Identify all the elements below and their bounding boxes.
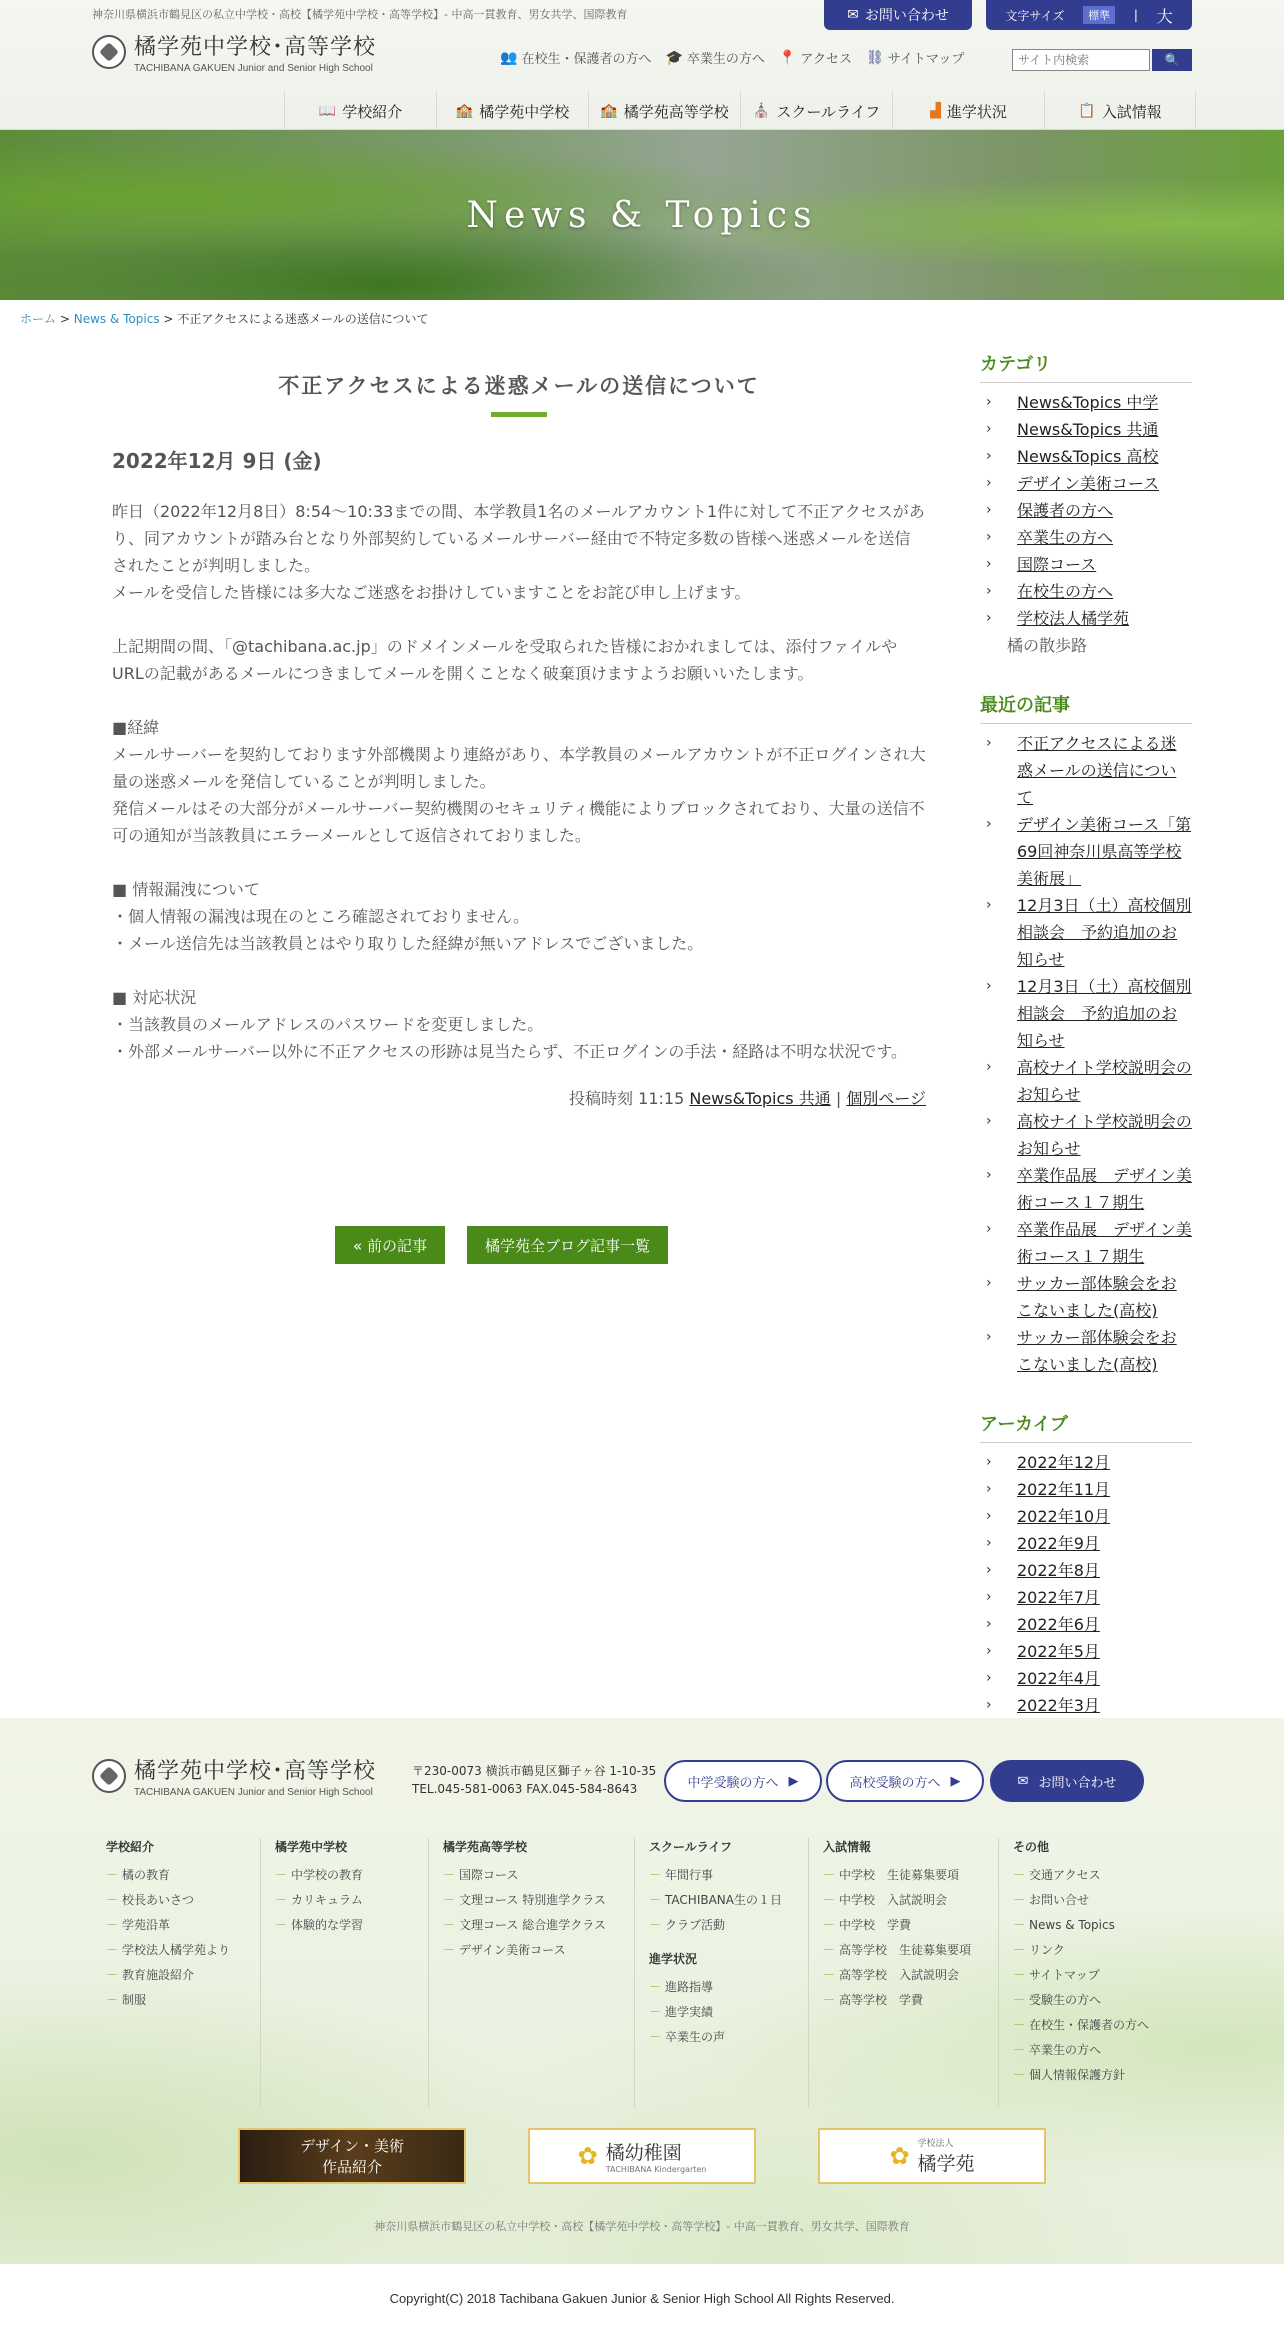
contact-button[interactable] (824, 0, 972, 30)
chevron-right-icon: › (986, 1643, 992, 1659)
clipboard-icon: 📋 (1078, 103, 1096, 119)
footer-link[interactable]: － 国際コース (443, 1863, 620, 1888)
footer-link[interactable]: － 卒業生の方へ (1013, 2038, 1152, 2063)
article-date: 2022年12月 9日 (金) (112, 449, 322, 473)
nav-item-career[interactable]: ▟ 進学状況 (892, 92, 1044, 130)
footer-column: 学校紹介 － 橘の教育 － 校長あいさつ － 学苑沿革 － 学校法人橘学苑より － 教育施設紹介 － 制服 (92, 1838, 260, 2108)
footer-link[interactable]: － 高等学校 入試説明会 (823, 1963, 984, 1988)
chevron-right-icon: › (986, 421, 992, 437)
chevron-right-icon: › (986, 1221, 992, 1237)
footer-column: スクールライフ － 年間行事 － TACHIBANA生の１日 － クラブ活動 進学状況 － 進路指導 － 進学実績 － 卒業生の声 (634, 1838, 808, 2108)
footer-link[interactable]: － 進路指導 (649, 1975, 794, 2000)
posted-time: 投稿時刻 11:15 (569, 1089, 685, 1108)
footer-column: 橘学苑中学校 － 中学校の教育 － カリキュラム － 体験的な学習 (260, 1838, 428, 2108)
category-item[interactable]: › 在校生の方へ (980, 578, 1192, 605)
chevron-right-icon: › (986, 583, 992, 599)
footer-logo-en: TACHIBANA GAKUEN Junior and Senior High School (134, 1787, 373, 1798)
chevron-right-icon: › (986, 897, 992, 913)
archive-item[interactable]: › 2022年4月 (980, 1665, 1192, 1692)
footer-link[interactable]: － 制服 (106, 1988, 246, 2013)
breadcrumb-section-link[interactable]: News & Topics (73, 312, 160, 326)
util-link-access[interactable]: 📍 アクセス (778, 49, 852, 67)
breadcrumb: ホーム > News & Topics > 不正アクセスによる迷惑メールの送信について (20, 312, 429, 326)
footer-link[interactable]: － クラブ活動 (649, 1913, 794, 1938)
article-meta: 投稿時刻 11:15 News&Topics 共通 | 個別ページ (569, 1089, 926, 1108)
footer-link[interactable]: － 年間行事 (649, 1863, 794, 1888)
footer-link[interactable]: － 中学校 生徒募集要項 (823, 1863, 984, 1888)
footer-link[interactable]: － 高等学校 学費 (823, 1988, 984, 2013)
chevron-right-icon: › (986, 610, 992, 626)
prev-article-button[interactable]: « 前の記事 (335, 1226, 445, 1264)
school-building-icon: 🏫 (600, 103, 618, 119)
footer-link[interactable]: － TACHIBANA生の１日 (649, 1888, 794, 1913)
nav-item-about[interactable]: 📖 学校紹介 (284, 92, 436, 130)
archive-item[interactable]: › 2022年6月 (980, 1611, 1192, 1638)
footer-column: 入試情報 － 中学校 生徒募集要項 － 中学校 入試説明会 － 中学校 学費 － 高等学校 生徒募集要項 － 高等学校 入試説明会 － 高等学校 学費 (808, 1838, 998, 2108)
book-icon: 📖 (318, 103, 337, 119)
category-item[interactable]: › 卒業生の方へ (980, 524, 1192, 551)
article-paragraph: ■ 情報漏洩について ・個人情報の漏洩は現在のところ確認されておりません。 ・メール送信先は当該教員とはやり取りした経緯が無いアドレスでございました。 (112, 880, 704, 953)
article (112, 370, 926, 1109)
all-blog-posts-button[interactable]: 橘学苑全ブログ記事一覧 (467, 1226, 668, 1264)
nav-item-admissions[interactable]: 📋 入試情報 (1044, 92, 1196, 130)
recent-post-item[interactable]: › 卒業作品展 デザイン美術コース１７期生 (980, 1216, 1192, 1270)
hero-banner (0, 130, 1284, 300)
mail-icon: ✉ (1017, 1773, 1029, 1789)
categories-heading: カテゴリ (980, 350, 1192, 383)
footer-link[interactable]: － 卒業生の声 (649, 2025, 794, 2050)
nav-item-senior-high[interactable]: 🏫 橘学苑高等学校 (588, 92, 740, 130)
category-item[interactable]: › News&Topics 共通 (980, 416, 1192, 443)
footer-link[interactable]: － 学苑沿革 (106, 1913, 246, 1938)
footer-link[interactable]: － 中学校 入試説明会 (823, 1888, 984, 1913)
font-size-standard-button[interactable]: 標準 (1083, 6, 1115, 24)
category-item[interactable]: › デザイン美術コース (980, 470, 1192, 497)
archive-heading: アーカイブ (980, 1410, 1192, 1443)
footer-logo[interactable] (92, 1754, 376, 1798)
search-button[interactable] (1152, 49, 1192, 71)
category-item[interactable]: › News&Topics 中学 (980, 389, 1192, 416)
footer-contact-button[interactable]: ✉ お問い合わせ (990, 1760, 1144, 1802)
footer-link[interactable]: － デザイン美術コース (443, 1938, 620, 1963)
tachibana-flower-icon: ✿ (889, 2142, 910, 2170)
archive-item[interactable]: › 2022年7月 (980, 1584, 1192, 1611)
users-icon: 👥 (500, 49, 518, 66)
footer-link[interactable]: － 文理コース 特別進学クラス (443, 1888, 620, 1913)
chevron-right-icon: › (986, 735, 992, 751)
footer-link[interactable]: － お問い合せ (1013, 1888, 1152, 1913)
footer-address: 〒230-0073 横浜市鶴見区獅子ヶ谷 1-10-35 TEL.045-581-0063 FAX.045-584-8643 (412, 1764, 657, 1796)
footer-link[interactable]: － 個人情報保護方針 (1013, 2063, 1152, 2088)
breadcrumb-current: 不正アクセスによる迷惑メールの送信について (177, 312, 429, 326)
footer-link[interactable]: － 教育施設紹介 (106, 1963, 246, 1988)
article-paragraph: ■経緯 メールサーバーを契約しております外部機関より連絡があり、本学教員のメールアカウントが不正ログインされ大量の迷惑メールを発信していることが判明しました。 発信メールはその大部分がメールサーバー契約機関のセキュリティ機能によりブロックされており、大量の送信不可の通知が当該教員にエラーメールとして返信されておりました。 (112, 718, 926, 845)
archive-item[interactable]: › 2022年9月 (980, 1530, 1192, 1557)
nav-item-school-life[interactable]: ⛪ スクールライフ (740, 92, 892, 130)
utility-nav (500, 48, 964, 67)
nav-item-junior-high[interactable]: 🏫 橘学苑中学校 (436, 92, 588, 130)
recent-post-item[interactable]: › サッカー部体験会をおこないました(高校) (980, 1324, 1192, 1378)
chevron-right-icon: › (986, 502, 992, 518)
util-link-students-parents[interactable]: 👥 在校生・保護者の方へ (500, 49, 652, 67)
recent-post-item[interactable]: › デザイン美術コース「第69回神奈川県高等学校美術展」 (980, 811, 1192, 892)
footer-sitemap (92, 1838, 1166, 2108)
chevron-right-icon: › (986, 1329, 992, 1345)
caret-right-icon: ▶ (950, 1773, 961, 1789)
chevron-right-icon: › (986, 1481, 992, 1497)
footer-column: その他 － 交通アクセス － お問い合せ － News & Topics － リンク － サイトマップ － 受験生の方へ － 在校生・保護者の方へ － 卒業生の方へ － 個人情報保護方針 (998, 1838, 1166, 2108)
recent-post-item[interactable]: › 卒業作品展 デザイン美術コース１７期生 (980, 1162, 1192, 1216)
graduation-cap-icon: 🎓 (665, 49, 683, 66)
footer-link[interactable]: － 中学校 学費 (823, 1913, 984, 1938)
font-size-switcher (986, 0, 1192, 30)
font-size-label: 文字サイズ (1005, 8, 1065, 23)
chevron-right-icon: › (986, 1697, 992, 1713)
archive-list (980, 1449, 1192, 1719)
main-nav (284, 92, 1196, 130)
recent-post-item[interactable]: › サッカー部体験会をおこないました(高校) (980, 1270, 1192, 1324)
chevron-right-icon: › (986, 978, 992, 994)
hero-title: News & Topics (466, 194, 818, 236)
chevron-right-icon: › (986, 1167, 992, 1183)
footer-link[interactable]: － 進学実績 (649, 2000, 794, 2025)
mail-icon: ✉ (847, 7, 859, 23)
chevron-right-icon: › (986, 1454, 992, 1470)
archive-item[interactable]: › 2022年5月 (980, 1638, 1192, 1665)
campus-icon: ⛪ (752, 103, 771, 119)
footer-link[interactable]: － 文理コース 総合進学クラス (443, 1913, 620, 1938)
site-footer (0, 1718, 1284, 2264)
recent-post-item[interactable]: › 不正アクセスによる迷惑メールの送信について (980, 730, 1192, 811)
category-item[interactable]: › 保護者の方へ (980, 497, 1192, 524)
footer-logo-jp: 橘学苑中学校･高等学校 (134, 1759, 377, 1784)
chevron-right-icon: › (986, 1670, 992, 1686)
archive-item[interactable]: › 2022年11月 (980, 1476, 1192, 1503)
archive-item[interactable]: › 2022年10月 (980, 1503, 1192, 1530)
article-paragraph: ■ 対応状況 ・当該教員のメールアドレスのパスワードを変更しました。 ・外部メールサーバー以外に不正アクセスの形跡は見当たらず、不正ログインの手法・経路は不明な状況です。 (112, 988, 908, 1061)
senior-applicants-button[interactable]: 高校受験の方へ ▶ (826, 1760, 984, 1802)
font-size-large-button[interactable]: 大 (1156, 6, 1173, 26)
chevron-right-icon: › (986, 1059, 992, 1075)
chevron-right-icon: › (986, 448, 992, 464)
sidebar (980, 350, 1192, 1751)
footer-link[interactable]: － サイトマップ (1013, 1963, 1152, 1988)
article-title: 不正アクセスによる迷惑メールの送信について (278, 374, 760, 398)
chevron-right-icon: › (986, 1589, 992, 1605)
article-permalink[interactable]: 個別ページ (846, 1089, 926, 1108)
footer-link[interactable]: － 橘の教育 (106, 1863, 246, 1888)
util-link-sitemap[interactable]: ⛓ サイトマップ (865, 49, 965, 67)
article-pager (335, 1226, 668, 1264)
design-art-works-banner[interactable]: デザイン・美術 作品紹介 (238, 2128, 466, 2184)
footer-link[interactable]: － 体験的な学習 (275, 1913, 414, 1938)
recent-post-item[interactable]: › 12月3日（土）高校個別相談会 予約追加のお知らせ (980, 973, 1192, 1054)
category-list (980, 389, 1192, 659)
logo-name-jp: 橘学苑中学校･高等学校 (134, 35, 377, 60)
footer-link[interactable]: － 在校生・保護者の方へ (1013, 2013, 1152, 2038)
chevron-right-icon: › (986, 816, 992, 832)
footer-link[interactable]: － 受験生の方へ (1013, 1988, 1152, 2013)
contact-button-label: お問い合わせ (864, 8, 949, 24)
footer-link[interactable]: － 中学校の教育 (275, 1863, 414, 1888)
category-item[interactable]: › News&Topics 高校 (980, 443, 1192, 470)
school-icon: 🏫 (455, 103, 474, 119)
school-emblem-icon (92, 35, 126, 69)
site-tagline: 神奈川県横浜市鶴見区の私立中学校・高校【橘学苑中学校・高等学校】- 中高一貫教育、男女共学、国際教育 (92, 8, 628, 21)
sitemap-icon: ⛓ (865, 49, 884, 66)
map-pin-icon: 📍 (778, 49, 797, 66)
footer-column: 橘学苑高等学校 － 国際コース － 文理コース 特別進学クラス － 文理コース 総合進学クラス － デザイン美術コース (428, 1838, 634, 2108)
archive-item[interactable]: › 2022年3月 (980, 1692, 1192, 1719)
caret-right-icon: ▶ (788, 1773, 799, 1789)
category-item[interactable]: › 国際コース (980, 551, 1192, 578)
chevron-right-icon: › (986, 529, 992, 545)
archive-item[interactable]: › 2022年8月 (980, 1557, 1192, 1584)
chevron-right-icon: › (986, 1113, 992, 1129)
recent-post-item[interactable]: › 高校ナイト学校説明会のお知らせ (980, 1108, 1192, 1162)
archive-item[interactable]: › 2022年12月 (980, 1449, 1192, 1476)
chevron-right-icon: › (986, 1275, 992, 1291)
site-logo[interactable] (92, 30, 376, 74)
article-paragraph: 上記期間の間、「@tachibana.ac.jp」のドメインメールを受取られた皆様におかれましては、添付ファイルやURLの記載があるメールにつきましてメールを開くことなく破棄頂けますようお願いいたします。 (112, 637, 898, 683)
school-corporation-banner[interactable]: ✿ 学校法人 橘学苑 (818, 2128, 1046, 2184)
school-emblem-icon (92, 1759, 126, 1793)
article-paragraph: 昨日（2022年12月8日）8:54～10:33までの間、本学教員1名のメールアカウント1件に対して不正アクセスがあり、同アカウントが踏み台となり外部契約しているメールサーバー経由で不特定多数の皆様へ迷惑メールを送信されたことが判明しました。 メールを受信した皆様には多大なご迷惑をお掛けしていますことをお詫び申し上げます。 (112, 502, 925, 602)
chevron-right-icon: › (986, 1508, 992, 1524)
divider: | (1133, 8, 1138, 22)
footer-link[interactable]: － カリキュラム (275, 1888, 414, 1913)
article-body (112, 498, 926, 1065)
copyright: Copyright(C) 2018 Tachibana Gakuen Junior & Senior High School All Rights Reserved. (0, 2264, 1284, 2334)
footer-link[interactable]: － 校長あいさつ (106, 1888, 246, 1913)
footer-link[interactable]: － News & Topics (1013, 1913, 1152, 1938)
category-item[interactable]: › 学校法人橘学苑 (980, 605, 1192, 632)
search-input[interactable] (1012, 49, 1150, 71)
recent-posts-heading: 最近の記事 (980, 691, 1192, 724)
footer-link[interactable]: － 学校法人橘学苑より (106, 1938, 246, 1963)
recent-post-item[interactable]: › 12月3日（土）高校個別相談会 予約追加のお知らせ (980, 892, 1192, 973)
footer-tagline: 神奈川県横浜市鶴見区の私立中学校・高校【橘学苑中学校・高等学校】- 中高一貫教育、男女共学、国際教育 (374, 2220, 910, 2233)
breadcrumb-home-link[interactable]: ホーム (20, 312, 57, 326)
recent-post-item[interactable]: › 高校ナイト学校説明会のお知らせ (980, 1054, 1192, 1108)
logo-name-en: TACHIBANA GAKUEN Junior and Senior High School (134, 63, 373, 74)
category-subitem: 橘の散歩路 (1007, 636, 1088, 655)
kindergarten-banner[interactable]: ✿ 橘幼稚園 TACHIBANA Kindergarten (528, 2128, 756, 2184)
footer-link[interactable]: － 交通アクセス (1013, 1863, 1152, 1888)
chevron-right-icon: › (986, 556, 992, 572)
footer-link[interactable]: － 高等学校 生徒募集要項 (823, 1938, 984, 1963)
chevron-right-icon: › (986, 1616, 992, 1632)
util-link-graduates[interactable]: 🎓 卒業生の方へ (665, 49, 765, 67)
recent-posts-list (980, 730, 1192, 1378)
title-underline (491, 412, 547, 417)
stairs-icon: ▟ (930, 103, 941, 119)
chevron-right-icon: › (986, 1562, 992, 1578)
junior-applicants-button[interactable]: 中学受験の方へ ▶ (664, 1760, 822, 1802)
chevron-right-icon: › (986, 394, 992, 410)
footer-link[interactable]: － リンク (1013, 1938, 1152, 1963)
footer-banners (238, 2128, 1046, 2184)
chevron-right-icon: › (986, 475, 992, 491)
article-category-link[interactable]: News&Topics 共通 (689, 1089, 831, 1108)
tachibana-flower-icon: ✿ (577, 2142, 598, 2170)
search-icon: 🔍 (1164, 53, 1180, 67)
site-header (0, 0, 1284, 130)
chevron-right-icon: › (986, 1535, 992, 1551)
